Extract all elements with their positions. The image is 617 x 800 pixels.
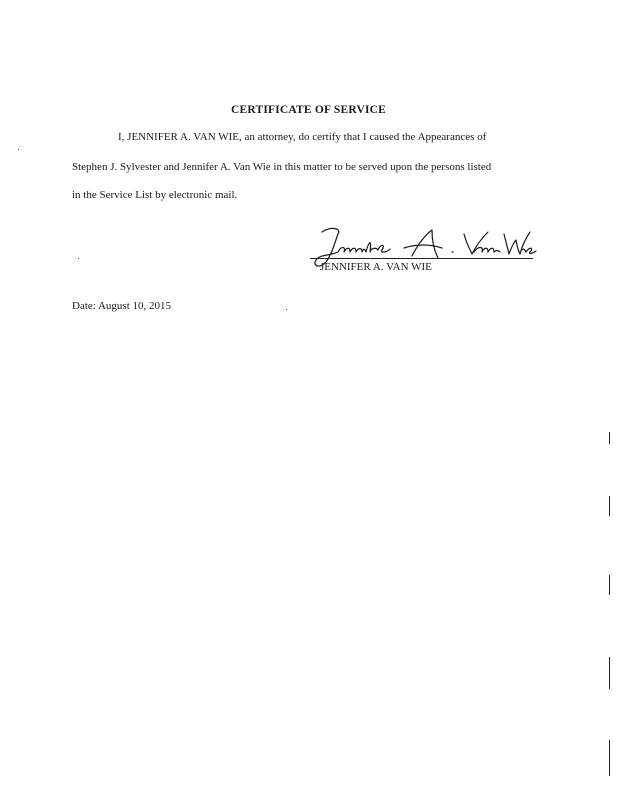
- margin-scan-mark: [609, 496, 610, 516]
- scan-speck: [18, 149, 19, 150]
- scan-speck: [286, 309, 287, 310]
- margin-scan-mark: [609, 575, 610, 595]
- scan-speck: [78, 258, 79, 259]
- margin-scan-mark: [609, 740, 610, 776]
- body-line-1: I, JENNIFER A. VAN WIE, an attorney, do certify that I caused the Appearances of: [118, 131, 487, 143]
- signer-printed-name: JENNIFER A. VAN WIE: [320, 261, 432, 273]
- body-line-3: in the Service List by electronic mail.: [72, 189, 238, 201]
- date-line: Date: August 10, 2015: [72, 300, 171, 312]
- certificate-title: CERTIFICATE OF SERVICE: [230, 104, 387, 116]
- signature-line: [310, 258, 533, 259]
- margin-scan-mark: [609, 657, 610, 689]
- body-line-2: Stephen J. Sylvester and Jennifer A. Van Wie in this matter to be served upon the persons listed: [72, 161, 492, 173]
- margin-scan-mark: [609, 432, 610, 444]
